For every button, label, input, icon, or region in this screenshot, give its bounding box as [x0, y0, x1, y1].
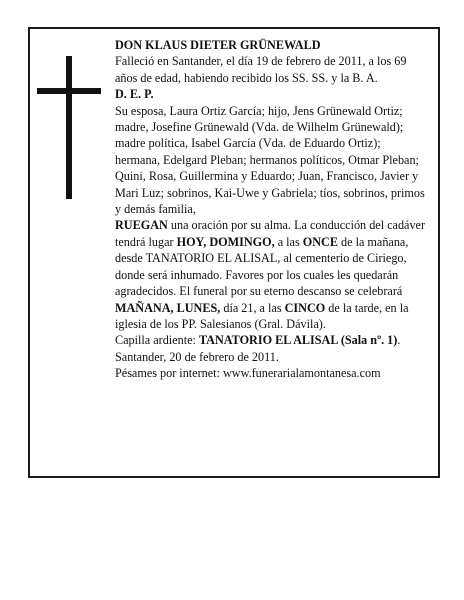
family-paragraph: Su esposa, Laura Ortiz García; hijo, Jens Grünewald Ortiz; madre, Josefine Grünewald (Vda. de Wilhelm Grünewald); madre política, Isabel García (Vda. de Eduardo Ortiz); hermana, Edelgard Pleban; hermanos políticos, Otmar Pleban; Quini, Rosa, Guillermina y Eduardo; Juan, Francisco, Javier y Mari Luz; sobrinos, Kai-Uwe y Gabriela; tíos, sobrinos, primos y demás familia, — [115, 103, 425, 217]
eleven-word: ONCE — [302, 234, 338, 249]
obituary-text — [115, 37, 427, 382]
chapel-end: . — [397, 333, 401, 348]
intro-paragraph: Falleció en Santander, el día 19 de febrero de 2011, a los 69 años de edad, habiendo recibido los SS. SS. y la B. A. — [115, 54, 407, 85]
request-text-4: día 21, a las — [220, 300, 285, 315]
cross-icon — [66, 56, 72, 199]
request-paragraph — [115, 217, 427, 332]
deceased-name: DON KLAUS DIETER GRÜNEWALD — [115, 38, 321, 52]
chapel-line — [115, 332, 427, 348]
chapel-value: TANATORIO EL ALISAL (Sala nº. 1) — [198, 333, 398, 348]
request-text-1: una oración por su alma. La conducción del cadáver tendrá lugar — [115, 218, 426, 249]
request-text-2: a las — [274, 234, 303, 249]
date-line: Santander, 20 de febrero de 2011. — [115, 349, 279, 364]
request-text-3: de la mañana, desde TANATORIO EL ALISAL, al cementerio de Ciriego, donde será inhumado. Favores por los cuales les quedarán agradecidos. El funeral por su eterno descanso se celebrará — [115, 234, 409, 299]
dep-line: D. E. P. — [115, 87, 154, 102]
tomorrow-word: MAÑANA, LUNES, — [115, 300, 221, 315]
request-text-5: de la tarde, en la iglesia de los PP. Salesianos (Gral. Dávila). — [115, 300, 409, 331]
condolences-web-line: Pésames por internet: www.funerarialamontanesa.com — [115, 366, 381, 381]
today-word: HOY, DOMINGO, — [176, 234, 275, 249]
five-word: CINCO — [284, 300, 326, 315]
ruegan-word: RUEGAN — [115, 218, 168, 233]
cross-icon-arm — [37, 88, 101, 94]
chapel-label: Capilla ardiente: — [115, 333, 199, 348]
